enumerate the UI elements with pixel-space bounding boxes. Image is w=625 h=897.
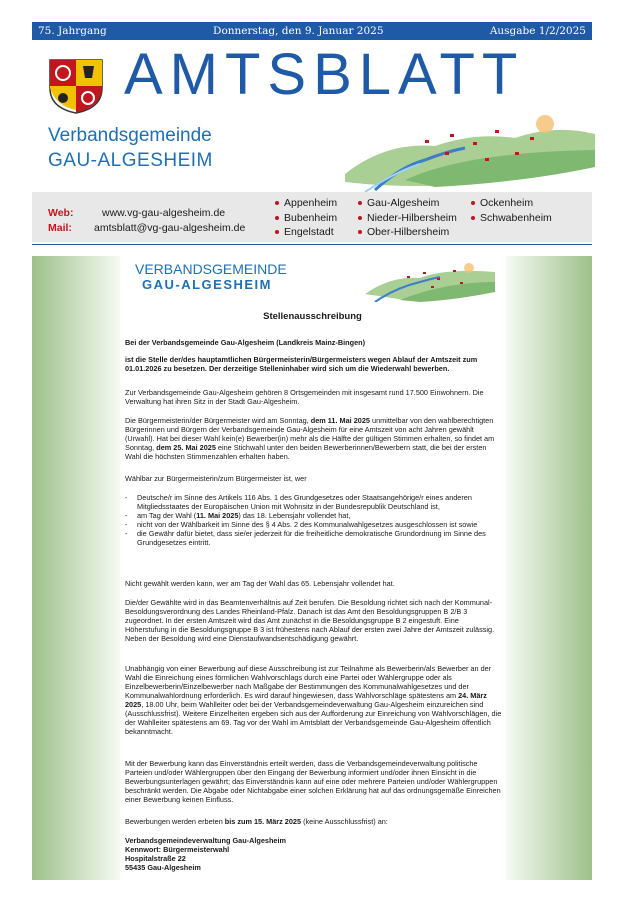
place-item: Engelstadt [275,225,337,240]
text-run: (keine Ausschlussfrist) an: [301,817,388,826]
volume-label: 75. Jahrgang [38,25,107,37]
mail-link[interactable]: amtsblatt@vg-gau-algesheim.de [94,222,246,234]
ad-intro-2: ist die Stelle der/des hauptamtlichen Bürgermeisterin/Bürgermeisters wegen Ablauf der Amtszeit zum 01.01.2026 zu besetzen. Der derzeitige Stelleninhaber wird sich um die Wiederwahl bewerben. [125,355,478,373]
text-run: eine Stichwahl unter den beiden Bewerberinnen/Bewerbern statt, die bei der ersten Wahl die höchsten Stimmenzahlen erhalten haben. [125,443,487,461]
text-run: ) das 18. Lebensjahr vollendet hat, [238,511,351,520]
web-label: Web: [48,207,74,219]
divider [32,244,592,245]
text-run: Die Bürgermeisterin/der Bürgermeister wird am Sonntag, [125,416,311,425]
place-item: Nieder-Hilbersheim [358,211,457,226]
org-name-line2: GAU-ALGESHEIM [48,150,213,171]
places-list-2 [358,196,457,240]
address-line: 55435 Gau-Algesheim [125,863,201,872]
mail-row [48,222,245,234]
list-item: - nicht von der Wählbarkeit im Sinne des § 4 Abs. 2 des Kommunalwahlgesetzes ausgeschlossen ist sowie [125,520,502,529]
place-item: Appenheim [275,196,337,211]
coat-of-arms-icon [48,58,104,114]
landscape-illustration [345,112,595,192]
eligibility-list [125,493,502,547]
text-run: am Tag der Wahl ( [137,511,197,520]
date-emphasis: 24. März 2025 [125,691,487,709]
list-item: - Deutsche/r im Sinne des Artikels 116 Abs. 1 des Grundgesetzes oder Staatsangehörige/r eines anderen Mitgliedsstaates der Europäischen Union mit Wohnsitz in der Bundesrepublik Deutschland ist, [125,493,502,511]
web-row [48,207,225,219]
address-line: Kennwort: Bürgermeisterwahl [125,845,230,854]
place-item: Schwabenheim [471,211,552,226]
date-emphasis: dem 11. Mai 2025 [310,416,370,425]
ad-landscape-illustration [365,260,495,302]
ad-band-left [32,256,120,880]
ad-paragraph: Mit der Bewerbung kann das Einverständnis erteilt werden, dass die Verbandsgemeindeverwaltung politische Parteien und/oder Wählergruppen über den Eingang der Bewerbung informiert und/oder ihnen Einsicht in die Bewerbungsunterlagen gewährt; das Einverständnis kann auf eine oder mehrere Parteien und/oder Wählergruppen beschränkt werden. Die Abgabe oder Nichtabgabe einer solchen Erklärung hat auf das ordnungsgemäße Einreichen einer Bewerbung keinen Einfluss. [125,759,501,804]
ad-intro: Bei der Verbandsgemeinde Gau-Algesheim (Landkreis Mainz-Bingen) [125,338,366,347]
ad-band-right [506,256,592,880]
list-item: - die Gewähr dafür bietet, dass sie/er jederzeit für die freiheitliche demokratische Grundordnung im Sinne des Grundgesetzes eintritt. [125,529,502,547]
place-item: Ober-Hilbersheim [358,225,457,240]
org-name-line1: Verbandsgemeinde [48,125,212,146]
ad-paragraph: Die/der Gewählte wird in das Beamtenverhältnis auf Zeit berufen. Die Besoldung richtet sich nach der Kommunal-Besoldungsverordnung des Landes Rheinland-Pfalz. Danach ist das Amt den Besoldungsgruppen B 2/B 3 zugeordnet. In der ersten Amtszeit wird das Amt zunächst in die Besoldungsgruppe B 2 eingestuft. Eine Höherstufung in die Besoldungsgruppe B 3 ist frühestens nach Ablauf der ersten zwei Jahre der Amtszeit zulässig. Neben der Besoldung wird eine Dienstaufwandsentschädigung gewährt. [125,598,495,643]
text-run: Bewerbungen werden erbeten [125,817,225,826]
ad-heading: Stellenausschreibung [263,311,362,322]
ad-org-line2: GAU-ALGESHEIM [142,277,272,292]
date-emphasis: 11. Mai 2025 [196,511,239,520]
ad-org-line1: VERBANDSGEMEINDE [135,261,287,277]
place-item: Bubenheim [275,211,337,226]
list-item [125,511,502,520]
date-emphasis: dem 25. Mai 2025 [156,443,216,452]
text-run: , 18.00 Uhr, beim Wahlleiter oder bei der Verbandsgemeindeverwaltung Gau-Algesheim einzureichen sind (Ausschlussfrist). Weitere Einzelheiten ergeben sich aus der Aufforderung zur Einreichung von Wahlvorschlägen, die der Wahlleiter spätestens am 69. Tag vor der Wahl im Amtsblatt der Verbandsgemeinde Gau-Algesheim öffentlich bekanntmacht. [125,700,502,736]
address-line: Hospitalstraße 22 [125,854,186,863]
date-emphasis: bis zum 15. März 2025 [224,817,302,826]
places-list-1 [275,196,337,240]
issue-number: Ausgabe 1/2/2025 [489,25,586,37]
ad-paragraph: Wählbar zur Bürgermeisterin/zum Bürgermeister ist, wer [125,474,307,483]
publication-title: AMTSBLATT [124,42,525,107]
ad-paragraph [125,416,502,461]
text-run: Unabhängig von einer Bewerbung auf diese Ausschreibung ist zur Teilnahme als Bewerberin/als Bewerber an der Wahl die Einreichung eines förmlichen Wahlvorschlags durch eine Partei oder Wählergruppe oder als Einzelbewerberin/Einzelbewerber nach Maßgabe der Bestimmungen des Kommunalwahlgesetzes und der Kommunalwahlordnung erforderlich. Es wird darauf hingewiesen, dass Wahlvorschläge spätestens am [125,664,492,700]
ad-paragraph: Zur Verbandsgemeinde Gau-Algesheim gehören 8 Ortsgemeinden mit insgesamt rund 17.500 Einwohnern. Die Verwaltung hat ihren Sitz in der Stadt Gau-Algesheim. [125,388,484,406]
places-list-3 [471,196,552,225]
web-link[interactable]: www.vg-gau-algesheim.de [102,207,226,219]
place-item: Gau-Algesheim [358,196,457,211]
address-block [125,836,502,872]
issue-date: Donnerstag, den 9. Januar 2025 [213,25,384,37]
ad-paragraph: Nicht gewählt werden kann, wer am Tag der Wahl das 65. Lebensjahr vollendet hat. [125,579,395,588]
address-line: Verbandsgemeindeverwaltung Gau-Algesheim [125,836,286,845]
mail-label: Mail: [48,222,72,234]
place-item: Ockenheim [471,196,552,211]
text-run: unmittelbar von den wahlberechtigten Bürgerinnen und Bürgern der Verbandsgemeinde Gau-Algesheim für eine Amtszeit von acht Jahren gewählt (Urwahl). Hat bei dieser Wahl kein(e) Bewerber(in) mehr als die Hälfte der gültigen Stimmen erhalten, so findet am Sonntag, [125,416,495,452]
ad-paragraph [125,817,502,826]
ad-paragraph [125,664,502,736]
masthead-bar [32,22,592,40]
